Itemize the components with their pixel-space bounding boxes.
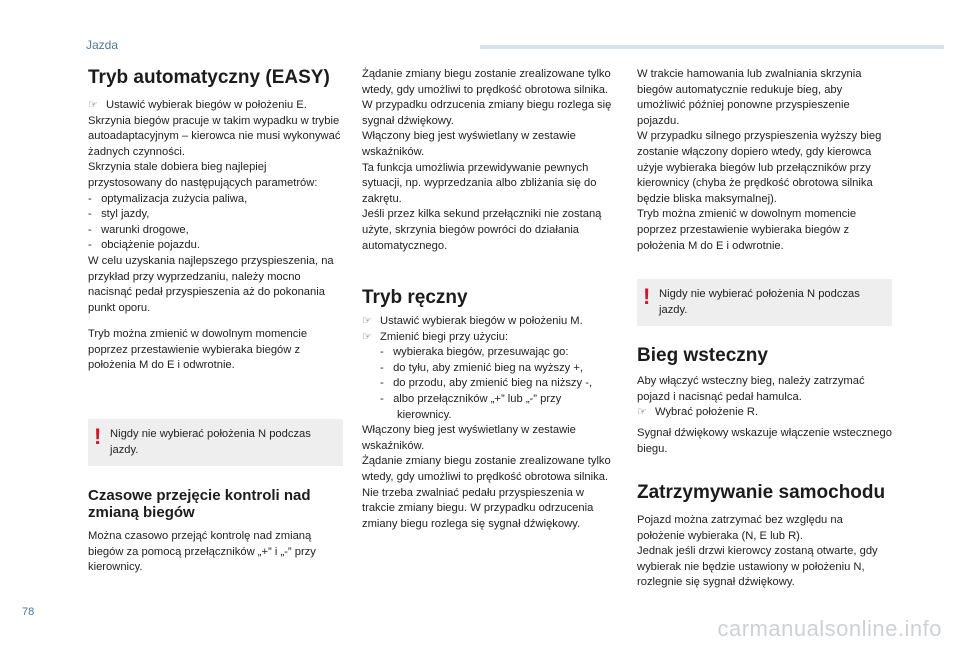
header-bar <box>480 45 944 49</box>
heading-automatic-mode: Tryb automatyczny (EASY) <box>88 67 330 88</box>
list-item: - warunki drogowe, <box>88 223 189 236</box>
col2-bullet-2: ☞ Zmienić biegi przy użyciu: <box>362 330 617 346</box>
bullet-arrow-icon: ☞ <box>362 315 373 327</box>
col2-p5: Włączony bieg jest wyświetlany w zestawie wskaźników. <box>362 424 576 452</box>
col2-text-block-top <box>362 67 617 254</box>
col3-p4: Aby włączyć wsteczny bieg, należy zatrzymać pojazd i nacisnąć pedał hamulca. <box>637 375 865 403</box>
col1-p1: Skrzynia biegów pracuje w takim wypadku w trybie autoadaptacyjnym – kierowca nie musi wykonywać żadnych czynności. <box>88 114 341 158</box>
col3-text-block-mid <box>637 374 892 421</box>
list-item: - obciążenie pojazdu. <box>88 239 200 252</box>
warning-box <box>637 279 892 326</box>
col3-p3: Tryb można zmienić w dowolnym momencie poprzez przestawienie wybieraka biegów z położenia M do E i odwrotnie. <box>637 208 857 252</box>
col3-bullet: ☞ Wybrać położenie R. <box>637 405 892 421</box>
list-item: - albo przełączników „+” lub „-” przy kierownicy. <box>380 392 562 421</box>
col1-text-block <box>88 98 343 316</box>
col1-p2: Skrzynia stale dobiera bieg najlepiej przystosowany do następujących parametrów: <box>88 161 318 189</box>
list-item: - do przodu, aby zmienić bieg na niższy -, <box>380 377 593 390</box>
bullet-arrow-icon: ☞ <box>362 330 373 343</box>
col3-p6: Pojazd można zatrzymać bez względu na położenie wybieraka (N, E lub R). <box>637 514 843 542</box>
bullet-arrow-icon: ☞ <box>88 99 99 111</box>
col1-p5: Można czasowo przejąć kontrolę nad zmianą biegów za pomocą przełączników „+” i „-” przy kierownicy. <box>88 530 316 574</box>
warning-box <box>88 419 343 466</box>
watermark: carmanualsonline.info <box>717 616 942 641</box>
col2-bullet-1: ☞ Ustawić wybierak biegów w położeniu M. <box>362 314 617 330</box>
heading-reverse-gear: Bieg wsteczny <box>637 345 768 366</box>
col1-p4: Tryb można zmienić w dowolnym momencie poprzez przestawienie wybieraka biegów z położenia M do E i odwrotnie. <box>88 328 308 372</box>
col3-p5: Sygnał dźwiękowy wskazuje włączenie wstecznego biegu. <box>637 427 892 455</box>
col1-p3: W celu uzyskania najlepszego przyspieszenia, na przykład przy wyprzedzaniu, należy mocno nacisnąć pedał przyspieszenia aż do pokonania punkt oporu. <box>88 254 334 314</box>
col2-p4: Jeśli przez kilka sekund przełączniki nie zostaną użyte, skrzynia biegów powróci do działania automatycznego. <box>362 208 602 252</box>
col2-p6: Żądanie zmiany biegu zostanie zrealizowane tylko wtedy, gdy umożliwi to prędkość obrotowa silnika. <box>362 455 611 483</box>
heading-stopping-vehicle: Zatrzymywanie samochodu <box>637 482 886 503</box>
col3-text-block-top <box>637 67 892 254</box>
list-item: - wybieraka biegów, przesuwając go: <box>380 346 569 359</box>
heading-temporary-control: Czasowe przejęcie kontroli nad zmianą biegów <box>88 487 311 521</box>
page-number: 78 <box>22 606 35 618</box>
list-item: - styl jazdy, <box>88 208 150 221</box>
warning-exclamation-icon: ! <box>643 284 651 309</box>
col3-text-block-bottom <box>637 513 892 591</box>
section-header-label: Jazda <box>86 38 119 52</box>
col2-p2: Włączony bieg jest wyświetlany w zestawie wskaźników. <box>362 130 576 158</box>
col2-text-block-bottom <box>362 314 617 532</box>
heading-manual-mode: Tryb ręczny <box>362 287 468 308</box>
col3-p2: W przypadku silnego przyspieszenia wyższy bieg zostanie włączony dopiero wtedy, gdy kierowca użyje wybieraka biegów lub przełączników przy kierownicy (chyba że prędkość obrotowa silnika będzie bliska maksymalnej). <box>637 130 882 205</box>
warning-text: Nigdy nie wybierać położenia N podczas jazdy. <box>659 288 860 316</box>
col2-p1: Żądanie zmiany biegu zostanie zrealizowane tylko wtedy, gdy umożliwi to prędkość obrotowa silnika. W przypadku odrzucenia zmiany biegu rozlega się sygnał dźwiękowy. <box>362 68 612 127</box>
warning-exclamation-icon: ! <box>94 424 102 449</box>
bullet-arrow-icon: ☞ <box>637 406 648 419</box>
col1-bullet: ☞ Ustawić wybierak biegów w położeniu E. <box>88 98 343 114</box>
list-item: - do tyłu, aby zmienić bieg na wyższy +, <box>380 361 584 374</box>
col2-p7: Nie trzeba zwalniać pedału przyspieszenia w trakcie zmiany biegu. W przypadku odrzucenia zmiany biegu rozlega się sygnał dźwiękowy. <box>362 486 594 530</box>
warning-text: Nigdy nie wybierać położenia N podczas jazdy. <box>110 428 311 456</box>
list-item: - optymalizacja zużycia paliwa, <box>88 192 248 205</box>
col2-p3: Ta funkcja umożliwia przewidywanie pewnych sytuacji, np. wyprzedzania albo zbliżania się do zakrętu. <box>362 161 597 205</box>
col3-p7: Jednak jeśli drzwi kierowcy zostaną otwarte, gdy wybierak nie będzie ustawiony w położeniu N, rozlegnie się sygnał dźwiękowy. <box>637 545 878 589</box>
col3-p1: W trakcie hamowania lub zwalniania skrzynia biegów automatycznie redukuje bieg, aby umożliwić później ponowne przyspieszenie pojazdu. <box>637 68 862 127</box>
